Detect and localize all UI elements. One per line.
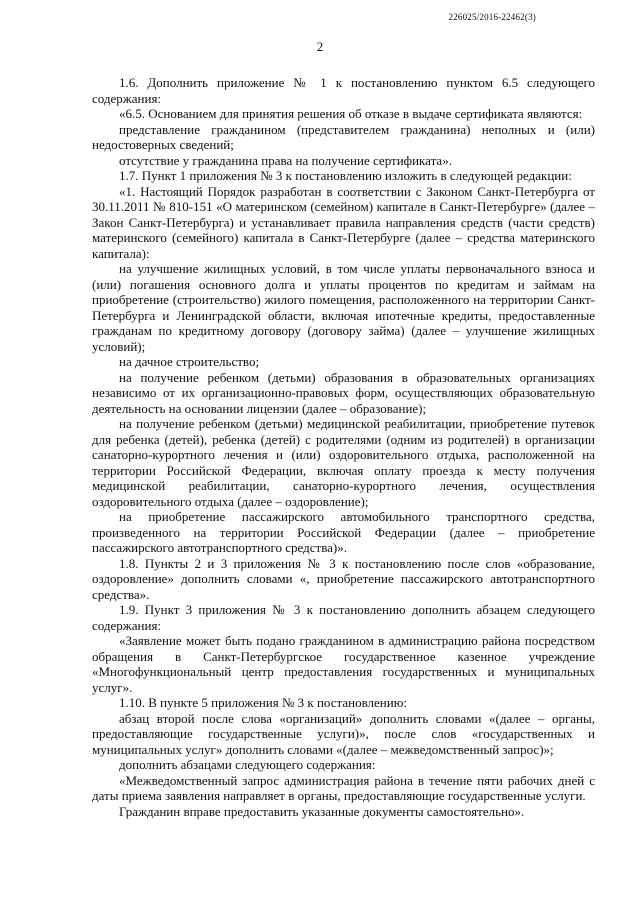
paragraph-1-10: 1.10. В пункте 5 приложения № 3 к постановлению: bbox=[119, 695, 408, 710]
paragraph-interagency: «Межведомственный запрос администрация района в течение пяти рабочих дней с даты приема заявления направляет в органы, предоставляющие государственные услуги. bbox=[92, 772, 595, 803]
paragraph-1-9: 1.9. Пункт 3 приложения № 3 к постановлению дополнить абзацем следующего содержания: bbox=[92, 602, 595, 633]
paragraph-second-abzac: абзац второй после слова «организаций» дополнить словами «(далее – органы, предоставляющие государственные услуги)», после слов «государственных и муниципальных услуг» дополнить словами «(далее – межведомственный запрос)»; bbox=[92, 710, 595, 757]
paragraph-add-abzacs: дополнить абзацами следующего содержания: bbox=[119, 757, 376, 772]
paragraph-6-5-intro: «6.5. Основанием для принятия решения об отказе в выдаче сертификата являются: bbox=[119, 106, 583, 121]
paragraph-housing: на улучшение жилищных условий, в том числе уплаты первоначального взноса и (или) погашения основного долга и уплаты процентов по кредитам и займам на приобретение (строительство) жилого помещения, расположенного на территории Санкт-Петербурга и Ленинградской области, включая ипотечные кредиты, предоставленные гражданам по кредитному договору (договору займа) (далее – улучшение жилищных условий); bbox=[92, 261, 595, 354]
paragraph-vehicle: на приобретение пассажирского автомобильного транспортного средства, произведенного на территории Российской Федерации (далее – приобретение пассажирского автотранспортного средства)». bbox=[92, 509, 595, 555]
paragraph-procedure-1: «1. Настоящий Порядок разработан в соответствии с Законом Санкт-Петербурга от 30.11.2011 № 810-151 «О материнском (семейном) капитале в Санкт-Петербурге» (далее – Закон Санкт-Петербурга) и устанавливает правила направления средств (части средств) материнского (семейного) капитала в Санкт-Петербурге (далее – средства материнского капитала): bbox=[92, 183, 595, 261]
paragraph-6-5-item-1: представление гражданином (представителем гражданина) неполных и (или) недостоверных сведений; bbox=[92, 121, 595, 152]
paragraph-1-6: 1.6. Дополнить приложение № 1 к постановлению пунктом 6.5 следующего содержания: bbox=[92, 75, 595, 106]
paragraph-6-5-item-2: отсутствие у гражданина права на получение сертификата». bbox=[119, 152, 452, 168]
paragraph-health: на получение ребенком (детьми) медицинской реабилитации, приобретение путевок для ребенка (детей), ребенка (детей) с родителями (одним из родителей) в организации санаторно-курортного лечения и (или) оздоровительного отдыха, расположенной на территории Российской Федерации, включая оплату проезда к месту получения медицинской реабилитации, санаторно-курортного лечения, осуществления оздоровительного отдыха (далее – оздоровление); bbox=[92, 416, 595, 509]
paragraph-self-submit: Гражданин вправе предоставить указанные документы самостоятельно». bbox=[119, 803, 525, 819]
paragraph-1-7: 1.7. Пункт 1 приложения № 3 к постановлению изложить в следующей редакции: bbox=[119, 168, 572, 183]
document-body bbox=[92, 75, 595, 819]
document-code: 226025/2016-22462(3) bbox=[448, 12, 536, 22]
page-number: 2 bbox=[316, 39, 324, 54]
paragraph-application: «Заявление может быть подано гражданином в администрацию района посредством обращения в Санкт-Петербургское государственное казенное учреждение «Многофункциональный центр предоставления государственных и муниципальных услуг». bbox=[92, 633, 595, 695]
paragraph-1-8: 1.8. Пункты 2 и 3 приложения № 3 к постановлению после слов «образование, оздоровление» дополнить словами «, приобретение пассажирского автотранспортного средства». bbox=[92, 555, 595, 602]
paragraph-dacha: на дачное строительство; bbox=[119, 354, 260, 369]
paragraph-education: на получение ребенком (детьми) образования в образовательных организациях независимо от их организационно-правовых форм, осуществляющих образовательную деятельность на основании лицензии (далее – образование); bbox=[92, 369, 595, 416]
